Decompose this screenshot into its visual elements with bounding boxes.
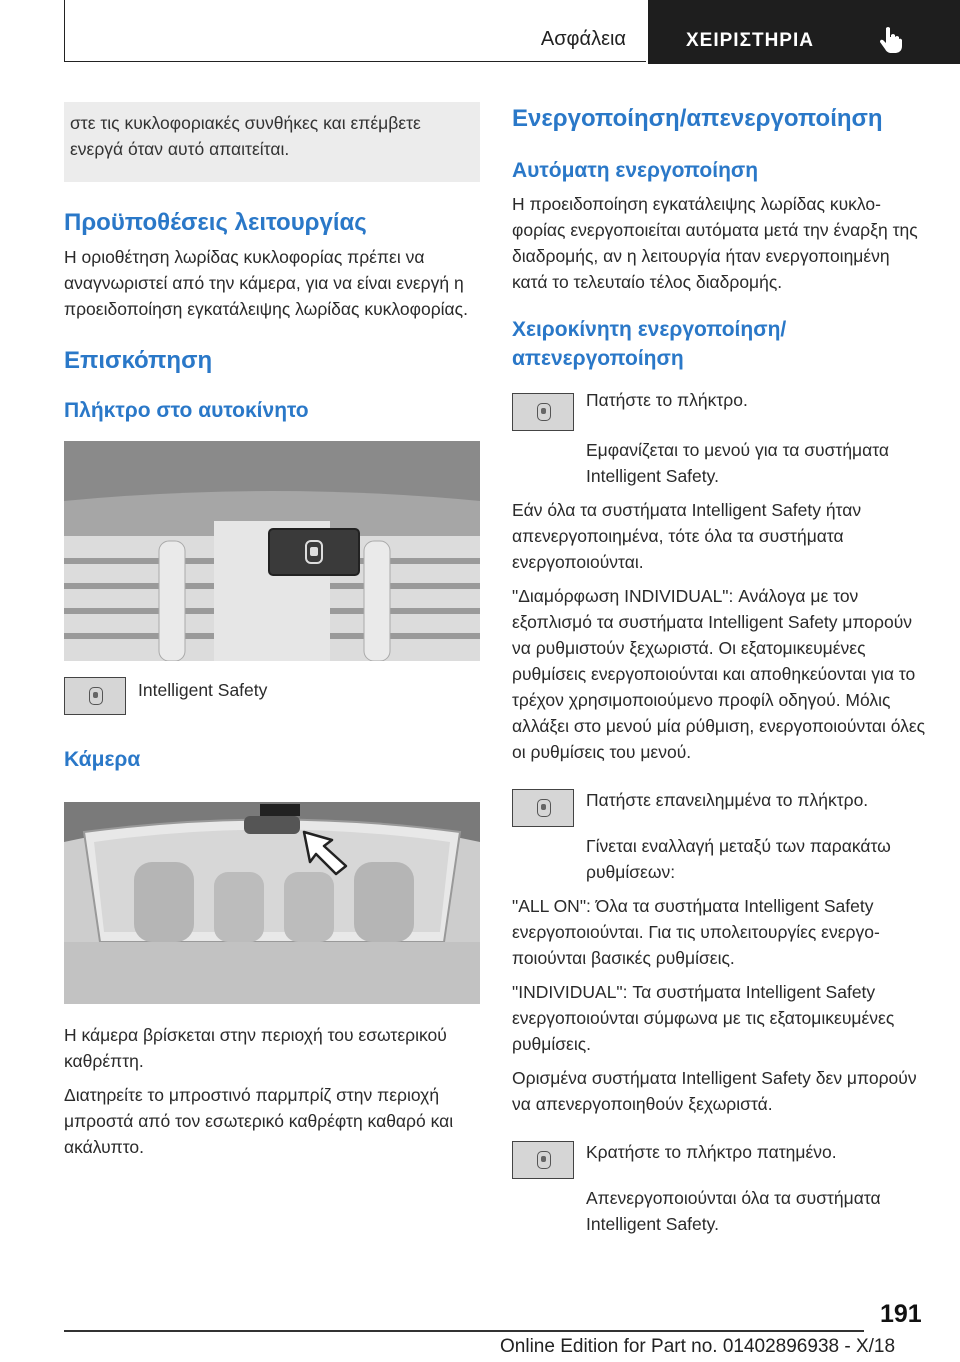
- press-hold-text: Κρατήστε το πλήκτρο πατημένο.: [586, 1142, 837, 1162]
- heading-overview: Επισκόπηση: [64, 347, 213, 374]
- intelligent-safety-button-icon: [512, 393, 574, 431]
- switch-settings-span: Γίνεται εναλλαγή μεταξύ των παρακάτω ρυθμίσεων:: [586, 836, 891, 882]
- intelligent-safety-legend: [64, 677, 480, 715]
- all-on-text: "ALL ON": Όλα τα συστήματα Intelligent Safety ενεργοποιούνται. Για τις υπολειτουργίες ενεργοποιούνται βασικές ρυθμίσεις.: [512, 896, 880, 968]
- section-title: Ασφάλεια: [540, 28, 626, 50]
- intelligent-safety-button-icon: [512, 789, 574, 827]
- dashboard-button-photo: [64, 441, 480, 661]
- camera-location-photo: [64, 802, 480, 1004]
- camera-location-text: Η κάμερα βρίσκεται στην περιοχή του εσωτερικού καθρέπτη.: [64, 1025, 447, 1071]
- heading-prerequisites: Προϋποθέσεις λειτουργίας: [64, 209, 367, 236]
- intelligent-safety-label: Intelligent Safety: [138, 680, 268, 700]
- header-section-box: [64, 0, 646, 62]
- right-column: [512, 102, 926, 1237]
- deactivate-all-span: Απενεργοποιούνται όλα τα συστήματα Intelligent Safety.: [586, 1188, 881, 1234]
- heading-activation: Ενεργοποίηση/απενεργοποίηση: [512, 105, 883, 132]
- chapter-title: ΧΕΙΡΙΣΤΗΡΙΑ: [686, 30, 814, 51]
- page-number: 191: [880, 1300, 922, 1328]
- dashboard-illustration: [64, 441, 480, 661]
- menu-appears-text: [512, 437, 926, 489]
- intelligent-safety-button-icon: [64, 677, 126, 715]
- note-box: [64, 102, 480, 182]
- intelligent-safety-button-icon: [512, 1141, 574, 1179]
- press-repeatedly-text: Πατήστε επανειλημμένα το πλήκτρο.: [586, 790, 869, 810]
- press-button-text: Πατήστε το πλήκτρο.: [586, 390, 748, 410]
- automatic-activation-text: Η προειδοποίηση εγκατάλειψης λωρίδας κυκλοφορίας ενεργοποιείται αυτόματα μετά την έναρξη της διαδρομής, αν η λειτουργία ήταν ενεργοποιημένη κατά το τελευταίο τέλος διαδρομής.: [512, 194, 918, 292]
- heading-camera: Κάμερα: [64, 748, 141, 771]
- left-column: [64, 102, 480, 1160]
- individual-mode-text: "INDIVIDUAL": Τα συστήματα Intelligent Safety ενεργοποιούνται σύμφωνα με τις εξατομικευμένες ρυθμίσεις.: [512, 982, 895, 1054]
- page-header: [64, 0, 960, 64]
- individual-config-text: "Διαμόρφωση INDIVIDUAL": Ανάλογα με τον εξοπλισμό τα συστήματα Intelligent Safety μπορούν να ρυθμιστούν ξεχωριστά. Οι εξατομικευμένες ρυθμίσεις ενεργοποιούνται και αποθηκεύονται για το τρέχον χρησιμοποιούμενο προφίλ οδηγού. Μόλις αλλάξει στο μενού μία ρύθμιση, ενεργοποιούνται όλες οι ρυθμίσεις του μενού.: [512, 586, 926, 762]
- step-press-repeatedly: [512, 787, 926, 827]
- footer-divider: [64, 1330, 864, 1332]
- heading-automatic-activation: Αυτόματη ενεργοποίηση: [512, 159, 759, 182]
- car-interior-illustration: [64, 802, 480, 1004]
- menu-appears-span: Εμφανίζεται το μενού για τα συστήματα Intelligent Safety.: [586, 440, 890, 486]
- note-text: στε τις κυκλοφοριακές συνθήκες και επέμβετε ενεργά όταν αυτό απαιτείται.: [70, 113, 421, 159]
- heading-manual-activation: Χειροκίνητη ενεργοποίηση/ απενεργοποίηση: [512, 318, 787, 370]
- deactivate-all-text: [512, 1185, 926, 1237]
- prerequisites-text: Η οριοθέτηση λωρίδας κυκλοφορίας πρέπει να αναγνωριστεί από την κάμερα, για να είναι ενεργή η προειδοποίηση εγκατάλειψης λωρίδας κυκλοφορίας.: [64, 247, 468, 319]
- camera-windshield-text: Διατηρείτε το μπροστινό παρμπρίζ στην περιοχή μπροστά από τον εσωτερικό καθρέφτη καθαρό και ακάλυπτο.: [64, 1085, 454, 1157]
- hand-pointer-icon: [876, 24, 906, 54]
- cannot-deactivate-text: Ορισμένα συστήματα Intelligent Safety δεν μπορούν να απενεργοποιηθούν ξεχωριστά.: [512, 1068, 917, 1114]
- heading-button-in-car: Πλήκτρο στο αυτοκίνητο: [64, 399, 309, 422]
- step-press-button: [512, 387, 926, 431]
- header-chapter-box: [648, 0, 960, 64]
- step-press-hold: [512, 1139, 926, 1179]
- all-off-text: Εάν όλα τα συστήματα Intelligent Safety ήταν απενεργοποιημένα, τότε όλα τα συστήματα ενεργοποιούνται.: [512, 500, 862, 572]
- switch-settings-text: [512, 833, 926, 885]
- footer-edition: Online Edition for Part no. 01402896938 - X/18: [500, 1336, 896, 1357]
